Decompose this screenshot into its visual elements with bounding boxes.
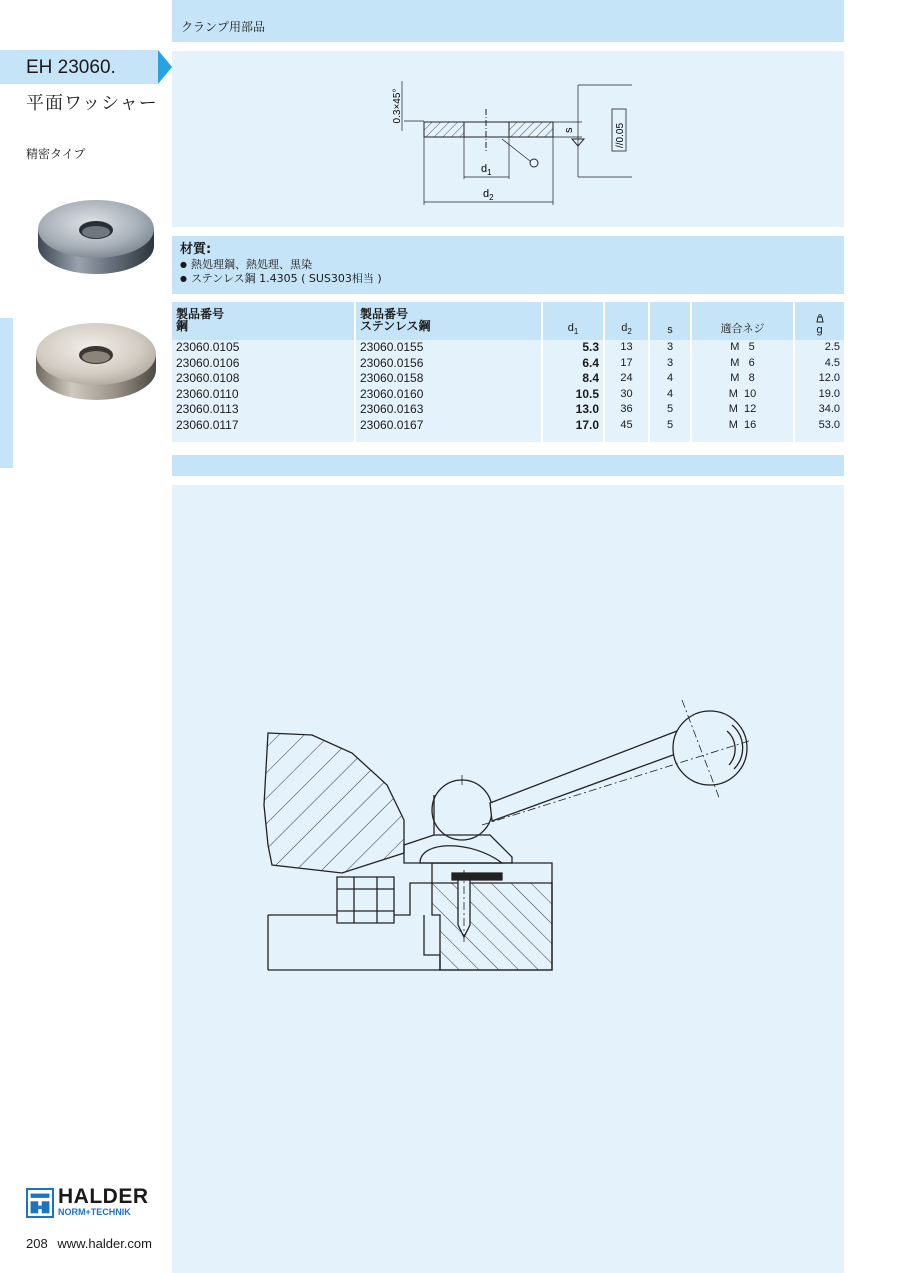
cell-steel: 23060.0108 — [172, 371, 355, 387]
cell-d1: 6.4 — [542, 356, 604, 372]
cell-g: 53.0 — [794, 418, 844, 434]
cell-d2: 45 — [604, 418, 649, 434]
cell-s: 3 — [649, 340, 691, 356]
cell-steel: 23060.0117 — [172, 418, 355, 434]
cell-stainless: 23060.0163 — [355, 402, 542, 418]
cell-steel: 23060.0110 — [172, 387, 355, 403]
material-item: ● 熱処理鋼、熱処理、黒染 — [180, 258, 836, 272]
cell-g: 2.5 — [794, 340, 844, 356]
arrow-right-icon — [158, 50, 172, 84]
page-number: 208 — [26, 1236, 48, 1251]
filler-cell — [691, 433, 794, 442]
header-weight: g — [794, 302, 844, 340]
halder-logo-icon — [26, 1188, 54, 1218]
cell-stainless: 23060.0156 — [355, 356, 542, 372]
cell-stainless: 23060.0167 — [355, 418, 542, 434]
table-header-row — [172, 302, 844, 340]
filler-cell — [355, 433, 542, 442]
cell-g: 4.5 — [794, 356, 844, 372]
d1-label: $d_1$ — [481, 163, 492, 177]
cell-d1: 5.3 — [542, 340, 604, 356]
product-subtitle: 精密タイプ — [26, 147, 86, 161]
material-panel — [172, 236, 844, 294]
brand-tagline: NORM+TECHNIK — [58, 1207, 131, 1217]
cell-d2: 36 — [604, 402, 649, 418]
d2-label: $d_2$ — [483, 188, 494, 202]
washer-steel-photo — [36, 196, 156, 278]
cell-s: 4 — [649, 387, 691, 403]
table-row — [172, 418, 844, 434]
cell-stainless: 23060.0158 — [355, 371, 542, 387]
filler-cell — [794, 433, 844, 442]
category-label: クランプ用部品 — [181, 20, 266, 34]
halder-logo — [26, 1185, 160, 1220]
cell-d2: 17 — [604, 356, 649, 372]
cell-g: 34.0 — [794, 402, 844, 418]
cell-steel: 23060.0105 — [172, 340, 355, 356]
table-row — [172, 356, 844, 372]
cell-s: 4 — [649, 371, 691, 387]
header-s: s — [649, 302, 691, 340]
header-d2: $d_2$ — [604, 302, 649, 340]
table-filler-row — [172, 433, 844, 442]
material-item: ● ステンレス鋼 1.4305 ( SUS303相当 ) — [180, 272, 836, 286]
table-row — [172, 340, 844, 356]
cell-stainless: 23060.0155 — [355, 340, 542, 356]
product-code-tab — [0, 50, 158, 84]
cell-s: 3 — [649, 356, 691, 372]
cell-d2: 30 — [604, 387, 649, 403]
cell-d1: 13.0 — [542, 402, 604, 418]
filler-cell — [604, 433, 649, 442]
spec-table — [172, 302, 844, 442]
cell-d2: 24 — [604, 371, 649, 387]
application-drawing-panel — [172, 485, 844, 1273]
side-stripe — [0, 318, 13, 468]
cell-d1: 10.5 — [542, 387, 604, 403]
cell-thread: M 5 — [691, 340, 794, 356]
cell-s: 5 — [649, 418, 691, 434]
filler-cell — [172, 433, 355, 442]
washer-dimension-drawing — [172, 51, 844, 227]
cell-s: 5 — [649, 402, 691, 418]
chamfer-label: 0.3×45° — [392, 88, 403, 124]
filler-cell — [542, 433, 604, 442]
header-d1: $d_1$ — [542, 302, 604, 340]
cell-g: 19.0 — [794, 387, 844, 403]
washer-stainless-photo — [34, 318, 158, 404]
website-link[interactable]: www.halder.com — [57, 1236, 152, 1251]
filler-cell — [649, 433, 691, 442]
table-row — [172, 371, 844, 387]
cell-steel: 23060.0106 — [172, 356, 355, 372]
thickness-label: s — [563, 127, 575, 133]
table-row — [172, 387, 844, 403]
cell-d2: 13 — [604, 340, 649, 356]
material-title: 材質: — [180, 242, 212, 257]
product-code: EH 23060. — [26, 57, 116, 78]
cell-g: 12.0 — [794, 371, 844, 387]
page-footer — [26, 1236, 152, 1251]
category-header — [172, 0, 844, 42]
cell-d1: 17.0 — [542, 418, 604, 434]
brand-name: HALDER — [58, 1185, 149, 1208]
cell-thread: M 12 — [691, 402, 794, 418]
cell-thread: M 16 — [691, 418, 794, 434]
dimension-drawing-panel — [172, 51, 844, 227]
header-thread: 適合ネジ — [691, 302, 794, 340]
cell-thread: M 6 — [691, 356, 794, 372]
product-title: 平面ワッシャー — [26, 93, 158, 114]
cell-d1: 8.4 — [542, 371, 604, 387]
cell-stainless: 23060.0160 — [355, 387, 542, 403]
cell-thread: M 8 — [691, 371, 794, 387]
header-steel-code: 製品番号 鋼 — [172, 302, 355, 340]
weight-icon — [815, 314, 825, 323]
clamp-application-drawing — [172, 485, 844, 1273]
cell-steel: 23060.0113 — [172, 402, 355, 418]
header-stainless-code: 製品番号 ステンレス鋼 — [355, 302, 542, 340]
parallelism-label: //0.05 — [615, 122, 626, 148]
table-row — [172, 402, 844, 418]
cell-thread: M 10 — [691, 387, 794, 403]
separator-bar — [172, 455, 844, 476]
